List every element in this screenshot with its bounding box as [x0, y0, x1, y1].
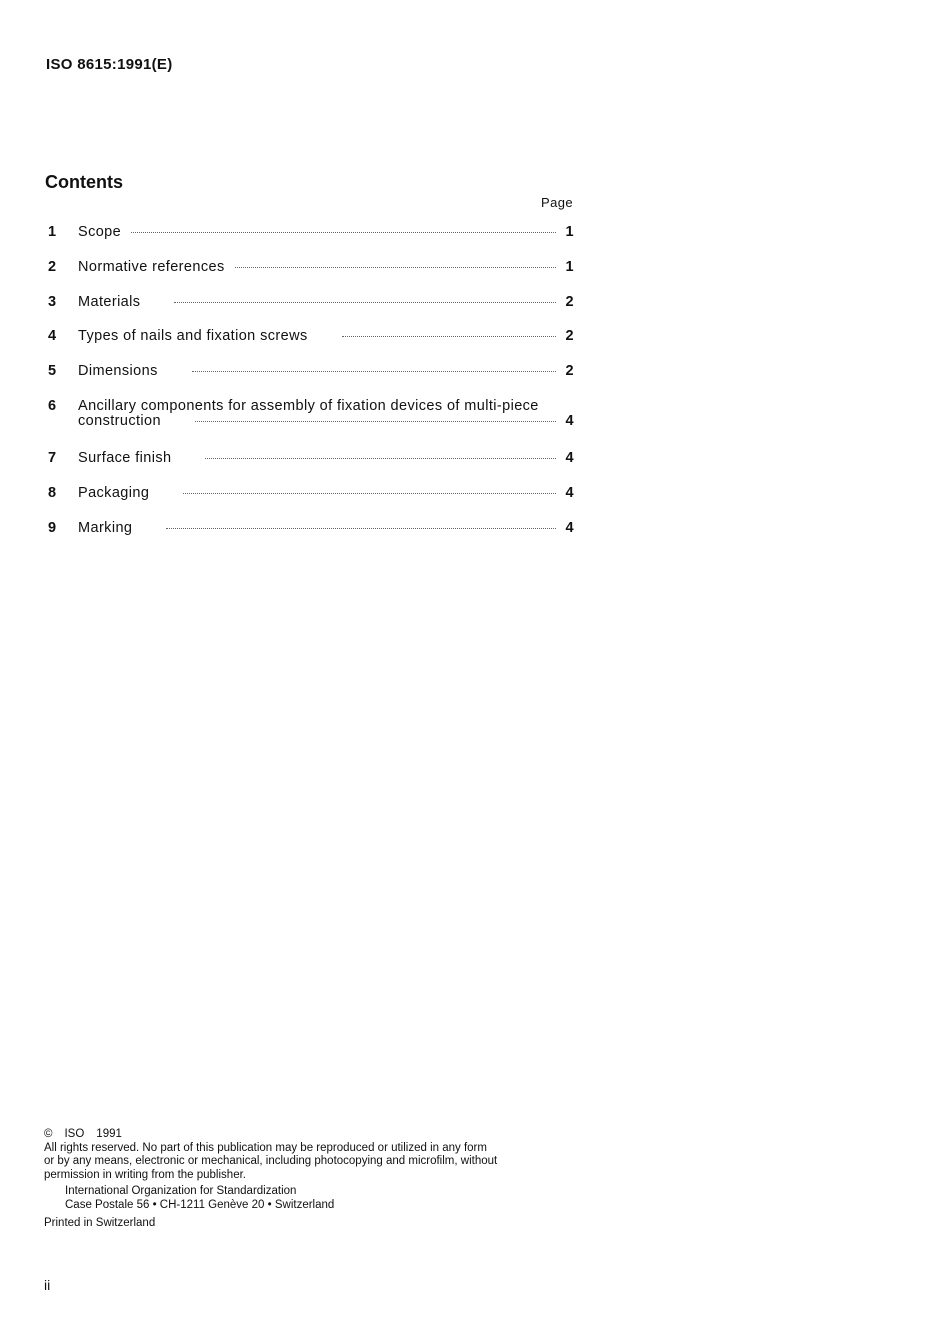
- rights-text-line1: All rights reserved. No part of this publication may be reproduced or utilized in any form: [44, 1141, 487, 1154]
- toc-entry-page: 4: [565, 413, 574, 429]
- dot-leader: [192, 371, 556, 372]
- toc-entry-packaging[interactable]: [48, 485, 574, 501]
- toc-entry-title-line1: Ancillary components for assembly of fixation devices of multi-piece: [78, 398, 539, 414]
- dot-leader: [195, 421, 556, 422]
- contents-title: Contents: [45, 172, 123, 192]
- toc-entry-types-of-nails[interactable]: [48, 328, 574, 344]
- toc-entry-number: 8: [48, 485, 57, 501]
- toc-entry-title: Scope: [78, 224, 122, 240]
- page-number: ii: [44, 1277, 51, 1293]
- organization-address: Case Postale 56 • CH-1211 Genève 20 • Switzerland: [65, 1198, 335, 1211]
- toc-entry-page: 2: [565, 294, 574, 310]
- dot-leader: [174, 302, 556, 303]
- toc-entry-number: 1: [48, 224, 57, 240]
- dot-leader: [235, 267, 556, 268]
- toc-entry-title: construction: [78, 413, 161, 429]
- toc-entry-scope[interactable]: [48, 224, 574, 240]
- document-id: ISO 8615:1991(E): [46, 56, 173, 73]
- toc-entry-number: 7: [48, 450, 57, 466]
- copyright-org: ISO: [64, 1128, 85, 1140]
- toc-entry-materials[interactable]: [48, 294, 574, 310]
- rights-text-line2: or by any means, electronic or mechanical, including photocopying and microfilm, without: [44, 1155, 498, 1167]
- toc-entry-title: Marking: [78, 520, 133, 536]
- copyright-footer: [44, 1128, 574, 1231]
- toc-entry-page: 2: [565, 328, 574, 344]
- toc-entry-number: 3: [48, 294, 57, 310]
- toc-entry-page: 1: [565, 259, 574, 275]
- toc-entry-title: Packaging: [78, 485, 150, 501]
- toc-entry-number: 4: [48, 328, 57, 344]
- dot-leader: [205, 458, 556, 459]
- toc-entry-ancillary-components[interactable]: [48, 398, 574, 429]
- toc-entry-dimensions[interactable]: [48, 363, 574, 379]
- copyright-line: [44, 1128, 574, 1142]
- toc-entry-page: 4: [565, 450, 574, 466]
- toc-entry-number: 6: [48, 398, 57, 414]
- dot-leader: [183, 493, 556, 494]
- toc-entry-page: 2: [565, 363, 574, 379]
- toc-entry-title: Types of nails and fixation screws: [78, 328, 308, 344]
- toc-entry-title: Surface finish: [78, 450, 172, 466]
- toc-entry-number: 2: [48, 259, 57, 275]
- page-column-heading: Page: [541, 195, 573, 210]
- copyright-symbol: ©: [44, 1128, 53, 1140]
- toc-entry-title: Normative references: [78, 259, 225, 275]
- organization-name: International Organization for Standardization: [65, 1185, 297, 1197]
- toc-entry-surface-finish[interactable]: [48, 450, 574, 466]
- toc-entry-page: 4: [565, 485, 574, 501]
- dot-leader: [342, 336, 556, 337]
- toc-entry-page: 1: [565, 224, 574, 240]
- toc-entry-page: 4: [565, 520, 574, 536]
- toc-entry-marking[interactable]: [48, 520, 574, 536]
- printed-in: Printed in Switzerland: [44, 1217, 156, 1229]
- toc-entry-normative-references[interactable]: [48, 259, 574, 275]
- toc-entry-number: 5: [48, 363, 57, 379]
- rights-text-line3: permission in writing from the publisher.: [44, 1168, 246, 1181]
- toc-entry-number: 9: [48, 520, 57, 536]
- dot-leader: [131, 232, 556, 233]
- copyright-year: 1991: [96, 1128, 122, 1140]
- toc-entry-title: Materials: [78, 294, 141, 310]
- toc-entry-title: Dimensions: [78, 363, 158, 379]
- dot-leader: [166, 528, 556, 529]
